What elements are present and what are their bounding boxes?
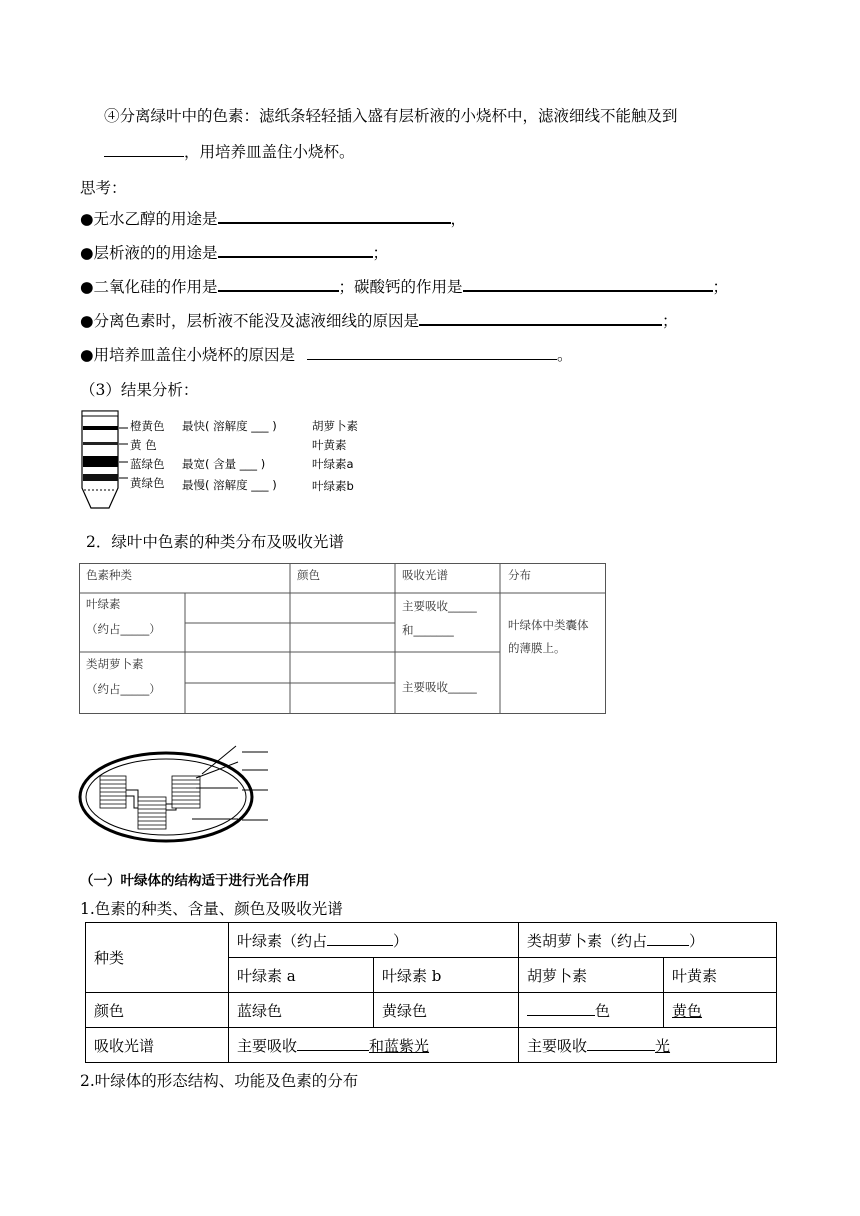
band-1-name: 胡萝卜素: [312, 419, 358, 433]
section-one-sub2: 2.叶绿体的形态结构、功能及色素的分布: [80, 1072, 359, 1090]
cell-carotene-color: [519, 993, 664, 1028]
chlorophyll-share: （约占_____）: [86, 622, 161, 636]
question-1: [80, 207, 466, 229]
band-3-desc: 最宽( 含量 ___ ): [182, 457, 266, 471]
cell-spectrum-label: 吸收光谱: [86, 1028, 229, 1063]
carotenoid-header-end: ）: [689, 931, 705, 950]
distribution-line-1: 叶绿体中类囊体: [508, 618, 589, 632]
chl-spectrum-text-b: 和蓝紫光: [369, 1036, 430, 1055]
band-2-color: 黄 色: [130, 438, 157, 452]
result-title: （3）结果分析：: [80, 381, 199, 399]
cell-carotene: 胡萝卜素: [519, 958, 664, 993]
think-title: 思考：: [80, 179, 127, 197]
question-4-end: ；: [662, 312, 678, 330]
carotenoid-absorb: 主要吸收_____: [402, 680, 477, 694]
cell-chlorophyll-a: 叶绿素 a: [229, 958, 374, 993]
question-2-end: ；: [372, 244, 389, 262]
chl-spectrum-text-a: 主要吸收: [237, 1036, 298, 1055]
header-distribution: 分布: [508, 568, 531, 582]
carotene-color-suffix: 色: [595, 1001, 611, 1020]
question-2: [80, 241, 388, 263]
header-pigment-type: 色素种类: [86, 568, 132, 582]
chloroplast-diagram: [78, 742, 278, 848]
section-one-heading: （一）叶绿体的结构适于进行光合作用: [80, 873, 310, 889]
question-2-blank[interactable]: [218, 242, 373, 258]
band-4-desc: 最慢( 溶解度 ___ ): [182, 478, 277, 492]
band-4-name: 叶绿素b: [312, 479, 354, 493]
cell-carotenoid-header: [519, 923, 777, 958]
chlorophyll-header-end: ）: [393, 931, 409, 950]
chlorophyll-absorb-1: 主要吸收_____: [402, 599, 477, 613]
cell-chla-color: 蓝绿色: [229, 993, 374, 1028]
question-1-end: ，: [450, 210, 467, 228]
carotenoid-share-blank[interactable]: [647, 931, 689, 946]
chlorophyll-header-text: 叶绿素（约占: [237, 931, 328, 950]
question-5-text: ●用培养皿盖住小烧杯的原因是: [80, 346, 296, 364]
pigment-summary-table: [85, 922, 777, 1063]
chlorophyll-share-blank[interactable]: [327, 931, 393, 946]
cell-chl-spectrum: [229, 1028, 519, 1063]
question-4: [80, 309, 678, 331]
cell-color-label: 颜色: [86, 993, 229, 1028]
car-spectrum-blank[interactable]: [587, 1036, 655, 1051]
cell-kind: 种类: [86, 923, 229, 993]
step4-line2-text: ，用培养皿盖住小烧杯。: [184, 143, 355, 161]
question-5-blank[interactable]: [307, 345, 557, 360]
band-carotene: [83, 426, 118, 430]
question-3-text-b: ；碳酸钙的作用是: [338, 278, 463, 296]
question-3-blank-b[interactable]: [463, 276, 713, 292]
distribution-line-2: 的薄膜上。: [508, 641, 566, 655]
question-1-blank[interactable]: [218, 208, 451, 224]
carotene-color-blank[interactable]: [527, 1001, 595, 1016]
band-3-color: 蓝绿色: [130, 457, 165, 471]
cell-chlb-color: 黄绿色: [374, 993, 519, 1028]
carotenoid-header-text: 类胡萝卜素（约占: [527, 931, 648, 950]
question-4-blank[interactable]: [419, 310, 662, 326]
band-4-color: 黄绿色: [130, 476, 165, 490]
carotenoid-label: 类胡萝卜素: [86, 657, 144, 671]
question-3-end: ；: [712, 278, 729, 296]
band-1-desc: 最快( 溶解度 ___ ): [182, 419, 277, 433]
cell-chlorophyll-b: 叶绿素 b: [374, 958, 519, 993]
car-spectrum-text-b: 光: [655, 1036, 671, 1055]
chlorophyll-absorb-2: 和_______: [402, 623, 454, 637]
carotenoid-share: （约占_____）: [86, 682, 161, 696]
step4-line2: [104, 140, 355, 162]
band-chlorophyll-a: [83, 456, 118, 467]
question-3-text-a: ●二氧化硅的作用是: [80, 278, 218, 296]
step4-line1: ④分离绿叶中的色素：滤纸条轻轻插入盛有层析液的小烧杯中，滤液细线不能触及到: [104, 107, 678, 125]
header-absorption: 吸收光谱: [402, 568, 448, 582]
band-3-name: 叶绿素a: [312, 457, 354, 471]
question-2-text: ●层析液的的用途是: [80, 244, 218, 262]
question-5: [80, 343, 573, 365]
cell-chlorophyll-header: [229, 923, 519, 958]
question-1-text: ●无水乙醇的用途是: [80, 210, 218, 228]
band-2-name: 叶黄素: [312, 438, 347, 452]
cell-xantho-color: [664, 993, 777, 1028]
section2-title: 2．绿叶中色素的种类分布及吸收光谱: [86, 533, 344, 551]
band-xanthophyll: [83, 442, 118, 445]
band-chlorophyll-b: [83, 474, 118, 481]
cell-car-spectrum: [519, 1028, 777, 1063]
chl-spectrum-blank[interactable]: [297, 1036, 369, 1051]
chlorophyll-label: 叶绿素: [86, 597, 121, 611]
section-one-sub1: 1.色素的种类、含量、颜色及吸收光谱: [80, 900, 343, 918]
band-1-color: 橙黄色: [130, 419, 165, 433]
question-3-blank-a[interactable]: [218, 276, 339, 292]
question-5-end: 。: [557, 346, 573, 364]
question-3: [80, 275, 728, 297]
step4-blank[interactable]: [104, 142, 184, 157]
cell-xanthophyll: 叶黄素: [664, 958, 777, 993]
xantho-color-text: 黄色: [672, 1001, 703, 1020]
header-color: 颜色: [297, 568, 320, 582]
question-4-text: ●分离色素时，层析液不能没及滤液细线的原因是: [80, 312, 420, 330]
car-spectrum-text-a: 主要吸收: [527, 1036, 588, 1055]
